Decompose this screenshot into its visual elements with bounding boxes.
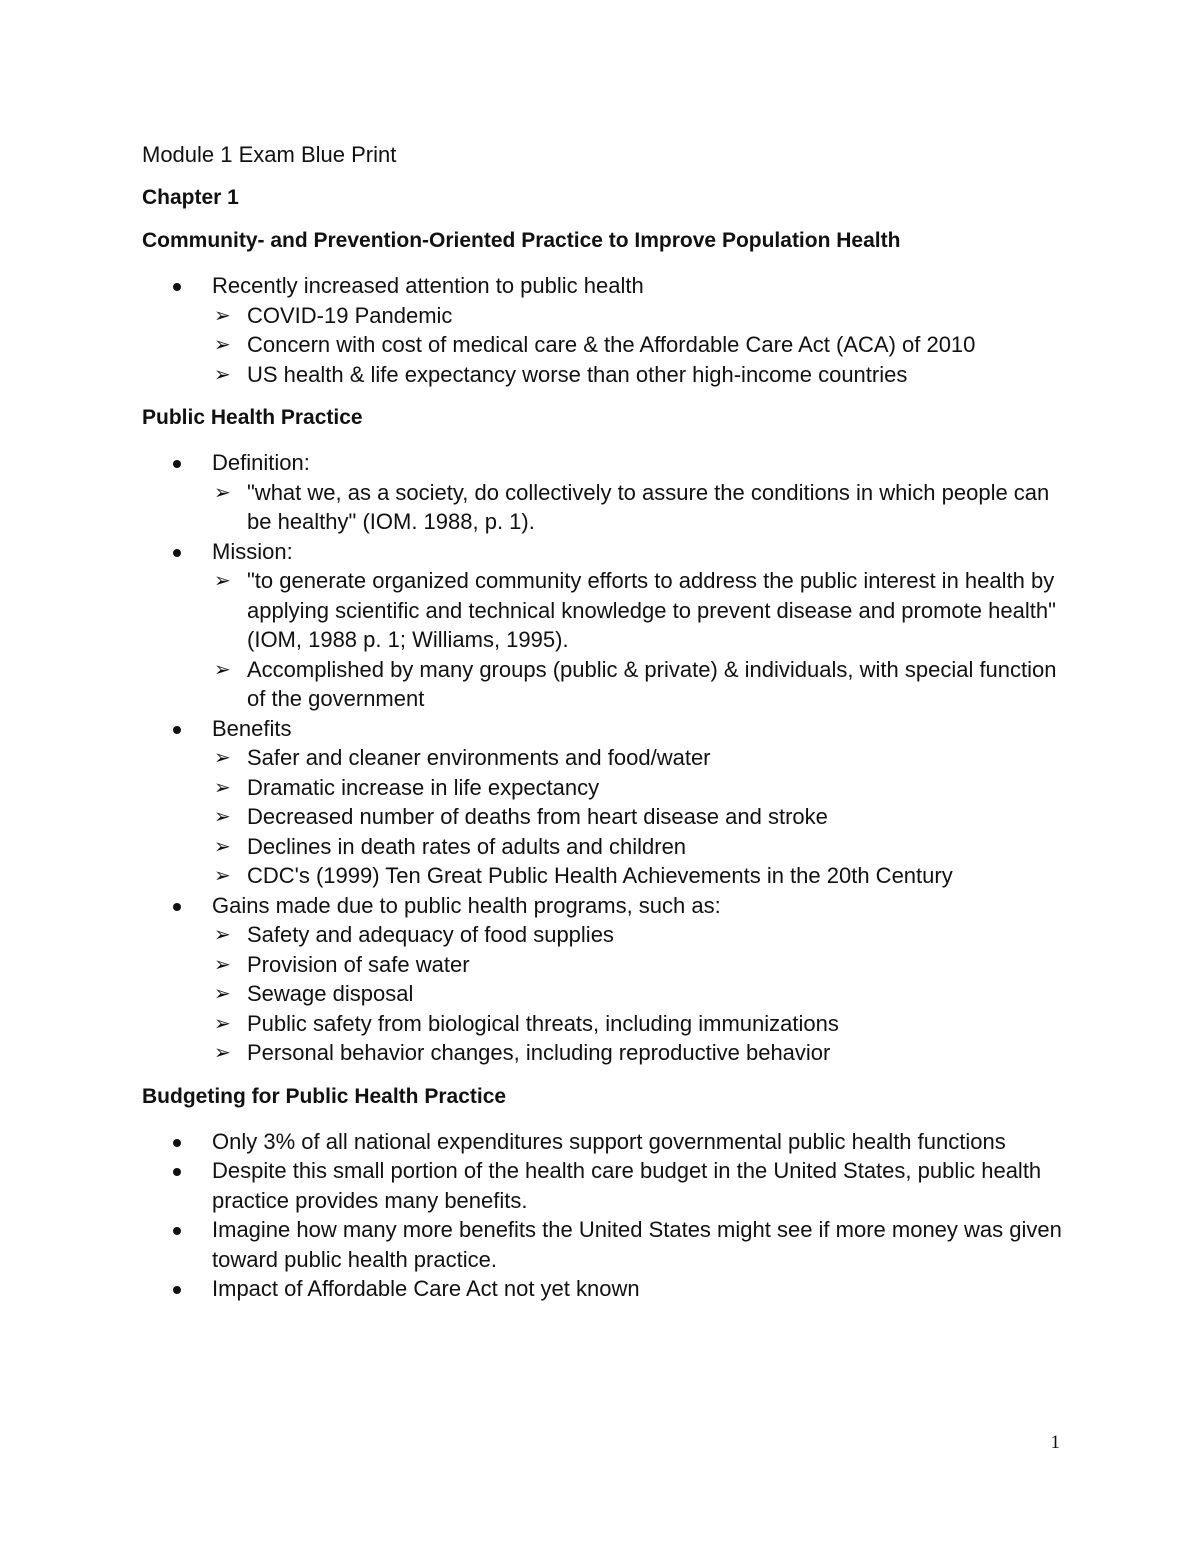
bullet-list [142,271,1072,389]
sub-list-item-text: Dramatic increase in life expectancy [247,774,600,800]
arrow-bullet-icon: ➢ [214,1010,231,1035]
sub-list-item [212,832,1072,862]
sub-list [212,478,1072,537]
sub-list-item-text: Declines in death rates of adults and children [247,833,687,859]
arrow-bullet-icon: ➢ [214,479,231,504]
document-page [142,140,1072,1304]
list-item [142,448,1072,537]
sub-list-item-text: CDC's (1999) Ten Great Public Health Achievements in the 20th Century [247,863,953,888]
bullet-dot-icon [173,460,181,468]
sub-list-item [212,655,1072,714]
bullet-dot-icon [173,1286,181,1294]
list-item [142,1215,1072,1274]
sub-list-item-text: Public safety from biological threats, including immunizations [247,1010,839,1036]
document-title: Module 1 Exam Blue Print [142,142,397,167]
sub-list-item [212,920,1072,950]
sub-list [212,920,1072,1068]
list-item-text: Recently increased attention to public health [212,273,644,298]
list-item [142,1127,1072,1157]
sub-list-item [212,979,1072,1009]
sub-list-item [212,743,1072,773]
sub-list-item-text: Safer and cleaner environments and food/water [247,745,711,770]
bullet-dot-icon [173,549,181,557]
sub-list-item-text: "what we, as a society, do collectively to assure the conditions in which people can be healthy" (IOM. 1988, p. 1). [247,479,1050,534]
sub-list-item-text: US health & life expectancy worse than other high-income countries [247,361,908,387]
list-item [142,891,1072,1068]
list-item [142,271,1072,389]
arrow-bullet-icon: ➢ [214,863,231,887]
arrow-bullet-icon: ➢ [214,302,231,327]
sub-list-item [212,1038,1072,1068]
bullet-dot-icon [173,1168,181,1176]
arrow-bullet-icon: ➢ [214,656,231,681]
list-item [142,537,1072,714]
sub-list-item [212,861,1072,891]
sub-list-item-text: Accomplished by many groups (public & private) & individuals, with special function of the government [247,656,1057,711]
sub-list-item-text: Provision of safe water [247,951,470,977]
page-number: 1 [1050,1432,1060,1453]
list-item [142,714,1072,891]
list-item-text: Benefits [212,715,292,741]
bullet-dot-icon [173,1139,181,1147]
sub-list-item [212,301,1072,331]
arrow-bullet-icon: ➢ [214,951,231,976]
arrow-bullet-icon: ➢ [214,981,231,1005]
arrow-bullet-icon: ➢ [214,568,231,592]
bullet-dot-icon [173,283,181,291]
sub-list-item [212,950,1072,980]
document-body [142,226,1072,1304]
sub-list-item-text: Safety and adequacy of food supplies [247,922,614,947]
sub-list-item [212,566,1072,655]
bullet-dot-icon [173,1227,181,1235]
sub-list [212,301,1072,390]
arrow-bullet-icon: ➢ [214,804,231,828]
sub-list-item [212,330,1072,360]
sub-list-item [212,1009,1072,1039]
bullet-list [142,448,1072,1068]
sub-list-item [212,478,1072,537]
list-item-text: Definition: [212,450,310,475]
list-item-text: Gains made due to public health programs, such as: [212,892,721,918]
arrow-bullet-icon: ➢ [214,745,231,769]
list-item-text: Despite this small portion of the health care budget in the United States, public health practice provides many benefits. [212,1158,1042,1213]
sub-list-item-text: Sewage disposal [247,981,414,1006]
chapter-heading: Chapter 1 [142,186,239,209]
section-heading: Community- and Prevention-Oriented Practice to Improve Population Health [142,229,901,252]
sub-list-item-text: Decreased number of deaths from heart disease and stroke [247,804,828,829]
sub-list-item-text: Personal behavior changes, including reproductive behavior [247,1040,831,1065]
list-item-text: Only 3% of all national expenditures support governmental public health functions [212,1128,1006,1154]
sub-list-item [212,802,1072,832]
sub-list-item-text: "to generate organized community efforts to address the public interest in health by applying scientific and technical knowledge to prevent disease and promote health" (IOM, 1988 p. 1; Williams, 1995). [247,568,1056,652]
list-item-text: Mission: [212,538,293,564]
arrow-bullet-icon: ➢ [214,332,231,356]
list-item [142,1156,1072,1215]
arrow-bullet-icon: ➢ [214,833,231,858]
section-heading: Public Health Practice [142,406,363,429]
sub-list-item-text: COVID-19 Pandemic [247,302,453,328]
section-heading: Budgeting for Public Health Practice [142,1084,507,1108]
sub-list-item [212,773,1072,803]
arrow-bullet-icon: ➢ [214,774,231,799]
arrow-bullet-icon: ➢ [214,1040,231,1064]
bullet-dot-icon [173,726,181,734]
bullet-dot-icon [173,903,181,911]
sub-list [212,566,1072,714]
sub-list [212,743,1072,891]
list-item [142,1274,1072,1304]
bullet-list [142,1127,1072,1304]
sub-list-item [212,360,1072,390]
arrow-bullet-icon: ➢ [214,361,231,386]
list-item-text: Imagine how many more benefits the United States might see if more money was given toward public health practice. [212,1217,1062,1272]
arrow-bullet-icon: ➢ [214,922,231,946]
list-item-text: Impact of Affordable Care Act not yet known [212,1276,640,1301]
sub-list-item-text: Concern with cost of medical care & the Affordable Care Act (ACA) of 2010 [247,332,976,357]
